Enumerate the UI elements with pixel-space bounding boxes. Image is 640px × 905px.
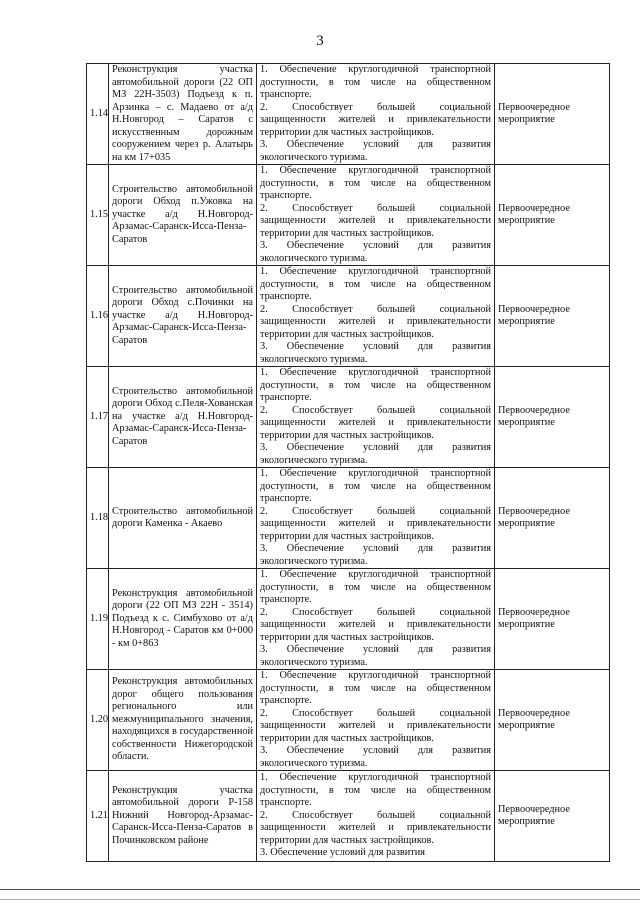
scan-artifact-line [0,889,640,890]
table-row [87,771,610,862]
priority-label: Первоочередное мероприятие [495,165,610,266]
goal-item: 3. Обеспечение условий для развития [260,847,426,859]
goals-cell [257,569,495,670]
row-number: 1.20 [87,670,109,771]
goals-cell [257,468,495,569]
goal-item: 1. Обеспечение круглогодичной транспортной доступности, в том числе на общественном транспорте. [260,670,491,706]
goal-item: 1. Обеспечение круглогодичной транспортной доступности, в том числе на общественном транспорте. [260,165,491,201]
row-number: 1.19 [87,569,109,670]
table-row [87,468,610,569]
goal-item: 3. Обеспечение условий для развития экологического туризма. [260,240,491,264]
goals-cell [257,771,495,862]
goal-item: 2. Способствует большей социальной защищенности жителей и привлекательности территории для частных застройщиков. [260,707,491,744]
table-row [87,367,610,468]
table-body [87,64,610,862]
row-number: 1.17 [87,367,109,468]
object-description: Строительство автомобильной дороги Обход с.Пеля-Хованская на участке а/д Н.Новгород-Арзамас-Саранск-Исса-Пенза-Саратов [109,367,257,468]
goal-item: 3. Обеспечение условий для развития экологического туризма. [260,442,491,466]
goals-cell [257,266,495,367]
row-number: 1.18 [87,468,109,569]
priority-label: Первоочередное мероприятие [495,569,610,670]
goal-item: 1. Обеспечение круглогодичной транспортной доступности, в том числе на общественном транспорте. [260,367,491,403]
goal-item: 3. Обеспечение условий для развития экологического туризма. [260,139,491,163]
goal-item: 2. Способствует большей социальной защищенности жителей и привлекательности территории для частных застройщиков. [260,303,491,340]
table-row [87,569,610,670]
goal-item: 2. Способствует большей социальной защищенности жителей и привлекательности территории для частных застройщиков. [260,202,491,239]
table-row [87,670,610,771]
row-number: 1.21 [87,771,109,862]
row-number: 1.15 [87,165,109,266]
table-row [87,266,610,367]
goal-item: 3. Обеспечение условий для развития экологического туризма. [260,543,491,567]
priority-label: Первоочередное мероприятие [495,64,610,165]
goal-item: 3. Обеспечение условий для развития экологического туризма. [260,341,491,365]
goal-item: 2. Способствует большей социальной защищенности жителей и привлекательности территории для частных застройщиков. [260,505,491,542]
goal-item: 1. Обеспечение круглогодичной транспортной доступности, в том числе на общественном транспорте. [260,569,491,605]
goal-item: 1. Обеспечение круглогодичной транспортной доступности, в том числе на общественном транспорте. [260,772,491,809]
goals-cell [257,367,495,468]
scan-artifact-line [0,899,640,900]
priority-label: Первоочередное мероприятие [495,367,610,468]
object-description: Строительство автомобильной дороги Каменка - Акаево [109,468,257,569]
goal-item: 2. Способствует большей социальной защищенности жителей и привлекательности территории для частных застройщиков. [260,606,491,643]
object-description: Реконструкция автомобильной дороги (22 ОП МЗ 22Н - 3514) Подъезд к с. Симбухово от а/д Н.Новгород - Саратов км 0+000 - км 0+863 [109,569,257,670]
priority-label: Первоочередное мероприятие [495,266,610,367]
goal-item: 1. Обеспечение круглогодичной транспортной доступности, в том числе на общественном транспорте. [260,266,491,302]
object-description: Реконструкция участка автомобильной дороги Р-158 Нижний Новгород-Арзамас-Саранск-Исса-Пенза-Саратов в Починковском районе [109,771,257,862]
table-row [87,165,610,266]
goal-item: 2. Способствует большей социальной защищенности жителей и привлекательности территории для частных застройщиков. [260,404,491,441]
priority-label: Первоочередное мероприятие [495,468,610,569]
goals-cell [257,670,495,771]
goal-item: 3. Обеспечение условий для развития экологического туризма. [260,745,491,769]
object-description: Строительство автомобильной дороги Обход п.Ужовка на участке а/д Н.Новгород-Арзамас-Саранск-Исса-Пенза-Саратов [109,165,257,266]
object-description: Реконструкция участка автомобильной дороги (22 ОП МЗ 22Н-3503) Подъезд к п. Арзинка – с. Мадаево от а/д Н.Новгород – Саратов с искусственным дорожным сооружением через р. Алатырь на км 17+035 [109,64,257,165]
priority-label: Первоочередное мероприятие [495,670,610,771]
row-number: 1.16 [87,266,109,367]
row-number: 1.14 [87,64,109,165]
goals-cell [257,165,495,266]
goals-cell [257,64,495,165]
measures-table [86,63,610,862]
goal-item: 2. Способствует большей социальной защищенности жителей и привлекательности территории для частных застройщиков. [260,101,491,138]
goal-item: 1. Обеспечение круглогодичной транспортной доступности, в том числе на общественном транспорте. [260,468,491,504]
goal-item: 1. Обеспечение круглогодичной транспортной доступности, в том числе на общественном транспорте. [260,64,491,100]
priority-label: Первоочередное мероприятие [495,771,610,862]
page-number: 3 [316,33,324,49]
goal-item: 2. Способствует большей социальной защищенности жителей и привлекательности территории для частных застройщиков. [260,809,491,846]
table-row [87,64,610,165]
object-description: Строительство автомобильной дороги Обход с.Починки на участке а/д Н.Новгород-Арзамас-Саранск-Исса-Пенза-Саратов [109,266,257,367]
object-description: Реконструкция автомобильных дорог общего пользования регионального или межмуниципального значения, находящихся в государственной собственности Нижегородской области. [109,670,257,771]
goal-item: 3. Обеспечение условий для развития экологического туризма. [260,644,491,668]
